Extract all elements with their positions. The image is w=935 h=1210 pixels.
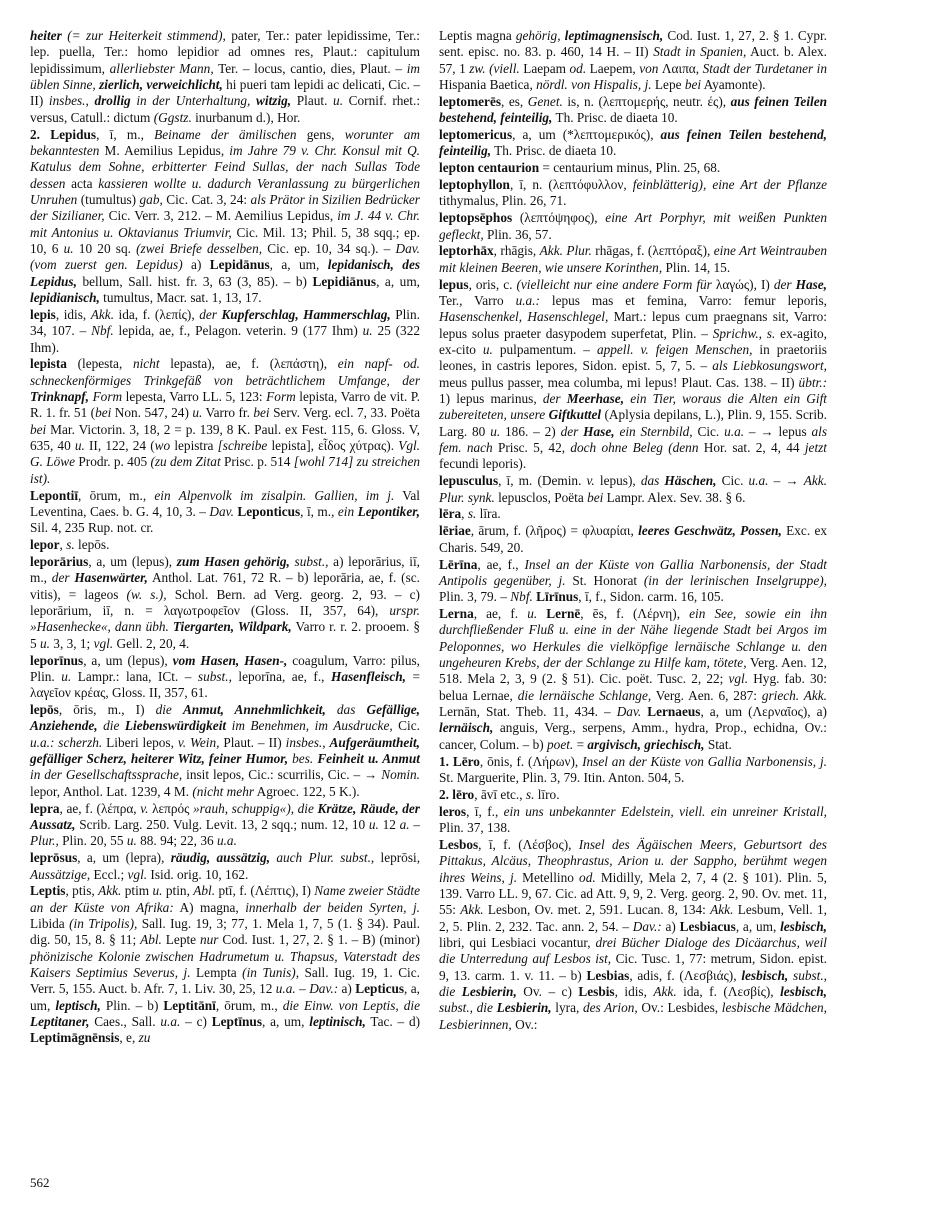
dictionary-entry: leporārius, a, um (lepus), zum Hasen gehörig, subst., a) leporārius, iī, m., der Hasenwärter, Anthol. Lat. 761, 72 R. – b) leporāria, ae, f. (sc. vitis), = lageos (w. s.), Schol. Bern. ad Verg. georg. 2, 93. – c) leporārium, iī, n. = λαγωτροφεῖον (Gloss. II, 357, 64), urspr. »Hasenhecke«, dann übh. Tiergarten, Wildpark, Varro r. r. 2. prooem. § 5 u. 3, 3, 1; vgl. Gell. 2, 20, 4.: [30, 554, 420, 651]
dictionary-entry: Lerna, ae, f. u. Lernē, ēs, f. (Λέρνη), ein See, sowie ein ihn durchfließender Fluß u. eine in der Nähe liegende Stadt bei Argos im Peloponnes, wo Herkules die vielköpfige lernäische Schlange u. den ungeheuren Krebs, der der Schlange zu Hilfe kam, tötete, Verg. Aen. 12, 518. Mela 2, 3, 9 (2. § 51). Cic. poët. Tusc. 2, 22; vgl. Hyg. fab. 30: belua Lernae, die lernäische Schlange, Verg. Aen. 6, 287: griech. Akk. Lernān, Stat. Theb. 11, 434. – Dav. Lernaeus, a, um (Λερναῖος), a) lernäisch, anguis, Verg., serpens, Amm., hydra, Prop., echidna, Ov.: cancer, Colum. – b) poet. = argivisch, griechisch, Stat.: [439, 606, 828, 752]
dictionary-entry: leprōsus, a, um (lepra), räudig, aussätzig, auch Plur. subst., leprōsi, Aussätzige, Eccl.; vgl. Isid. orig. 10, 162.: [30, 850, 421, 882]
dictionary-entry: lepra, ae, f. (λέπρα, v. λεπρός »rauh, schuppig«), die Krätze, Räude, der Aussatz, Scrib. Larg. 250. Vulg. Levit. 13, 2 sqq.; num. 12, 10 u. 12 a. – Plur., Plin. 20, 55 u. 88. 94; 22, 36 u.a.: [30, 800, 420, 849]
dictionary-entry: lepusculus, ī, m. (Demin. v. lepus), das Häschen, Cic. u.a. – → Akk. Plur. synk. lepusclos, Poëta bei Lampr. Alex. Sev. 38. § 6.: [439, 473, 828, 505]
dictionary-entry: Lesbos, ī, f. (Λέσβος), Insel des Ägäischen Meers, Geburtsort des Pittakus, Alcäus, Theophrastus, Arion u. der Sappho, berühmt wegen ihres Weins, j. Metellino od. Midilly, Mela 2, 7, 4 (2. § 101). Plin. 5, 139. Varro LL. 9, 67. Cic. ad Att. 9, 9, 2. Verg. georg. 2, 90. Ov. met. 11, 55: Akk. Lesbon, Ov. met. 2, 591. Lucan. 8, 134: Akk. Lesbum, Vell. 1, 2, 5. Plin. 2, 232. Tac. ann. 2, 54. – Dav.: a) Lesbiacus, a, um, lesbisch, libri, qui Lesbiaci vocantur, drei Bücher Dialoge des Dicäarchus, weil die Unterredung auf Lesbos ist, Cic. Tusc. 1, 77: metrum, Sidon. epist. 9, 13. carm. 1. v. 11. – b) Lesbias, adis, f. (Λεσβιάς), lesbisch, subst., die Lesbierin, Ov. – c) Lesbis, idis, Akk. ida, f. (Λεσβίς), lesbisch, subst., die Lesbierin, lyra, des Arion, Ov.: Lesbides, lesbische Mädchen, Lesbierinnen, Ov.:: [439, 836, 828, 1032]
dictionary-entry: heiter (= zur Heiterkeit stimmend), pater, Ter.: pater lepidissime, Ter.: lep. puella, Ter.: homo lepidior ad omnes res, Plaut.: capitulum lepidissimum, allerliebster Mann, Ter. – locus, cantio, dies, Plaut. – im üblen Sinne, zierlich, verweichlicht, hi pueri tam lepidi ac delicati, Cic. – II) insbes., drollig in der Unterhaltung, witzig, Plaut. u. Cornif. rhet.: versus, Catull.: dictum (Ggstz. inurbanum d.), Hor.: [30, 28, 421, 125]
right-column: [439, 28, 827, 1033]
dictionary-entry: lepor, s. lepōs.: [30, 537, 110, 553]
dictionary-entry: lepton centaurion = centaurium minus, Plin. 25, 68.: [439, 160, 721, 176]
dictionary-entry: lēra, s. līra.: [439, 506, 501, 522]
dictionary-entry: lēriae, ārum, f. (λῆρος) = φλυαρίαι, leeres Geschwätz, Possen, Exc. ex Charis. 549, 20.: [439, 523, 828, 555]
dictionary-entry: Leptis magna gehörig, leptimagnensisch, Cod. Iust. 1, 27, 2. § 1. Cypr. sent. episc. no. 83. p. 460, 14 H. – II) Stadt in Spanien, Auct. b. Alex. 57, 1 zw. (viell. Laepam od. Laepem, von Λαιπα, Stadt der Turdetaner in Hispania Baetica, nördl. von Hispalis, j. Lepe bei Ayamonte).: [439, 28, 828, 93]
dictionary-entry: lepis, idis, Akk. ida, f. (λεπίς), der Kupferschlag, Hammerschlag, Plin. 34, 107. – Nbf. lepida, ae, f., Pelagon. veterin. 9 (177 Ihm) u. 25 (322 Ihm).: [30, 306, 421, 355]
dictionary-entry: leporīnus, a, um (lepus), vom Hasen, Hasen-, coagulum, Varro: pilus, Plin. u. Lampr.: lana, ICt. – subst., leporīna, ae, f., Hasenfleisch, = λαγεῖον κρέας, Gloss. II, 357, 61.: [30, 652, 420, 701]
dictionary-entry: lepus, oris, c. (vielleicht nur eine andere Form für λαγώς), I) der Hase, Ter., Varro u.a.: lepus mas et femina, Varro: femur leporis, Hasenschenkel, Hasenschlegel, Mart.: lepus cum praegnans sit, Varro: lepus solus praeter dasypodem superfetat, Plin. – Sprichw., s. ex-agito, ex-cito u. pulpamentum. – appell. v. feigen Menschen, in praetoriis leones, in castris lepores, Sidon. epist. 5, 7, 5. – als Liebkosungswort, meus pullus passer, mea columba, mi lepus! Plaut. Cas. 138. – II) übtr.: 1) lepus marinus, der Meerhase, ein Tier, woraus die Alten ein Gift zubereiteten, unsere Giftkuttel (Aplysia depilans, L.), Plin. 9, 155. Scrib. Larg. 80 u. 186. – 2) der Hase, ein Sternbild, Cic. u.a. – → lepus als fem. nach Prisc. 5, 42, doch ohne Beleg (denn Hor. sat. 2, 4, 44 jetzt fecundi leporis).: [439, 276, 828, 472]
dictionary-page: [30, 28, 908, 1188]
dictionary-entry: leros, ī, f., ein uns unbekannter Edelstein, viell. ein unreiner Kristall, Plin. 37, 138.: [439, 803, 827, 835]
dictionary-entry: leptomerēs, es, Genet. is, n. (λεπτομερής, neutr. ές), aus feinen Teilen bestehend, feinteilig, Th. Prisc. de diaeta 10.: [439, 93, 827, 126]
dictionary-entry: leptomericus, a, um (*λεπτομερικός), aus feinen Teilen bestehend, feinteilig, Th. Prisc. de diaeta 10.: [439, 127, 827, 159]
dictionary-entry: Lepontiī, ōrum, m., ein Alpenvolk im zisalpin. Gallien, im j. Val Leventina, Caes. b. G. 4, 10, 3. – Dav. Leponticus, ī, m., ein Lepontiker, Sil. 4, 235 Rup. not. cr.: [30, 487, 421, 536]
dictionary-entry: lepōs, ōris, m., I) die Anmut, Annehmlichkeit, das Gefällige, Anziehende, die Liebenswürdigkeit im Benehmen, im Ausdrucke, Cic. u.a.: scherzh. Liberi lepos, v. Wein, Plaut. – II) insbes., Aufgeräumtheit, gefälliger Scherz, heiterer Witz, feiner Humor, bes. Feinheit u. Anmut in der Gesellschaftssprache, insit lepos, Cic.: scurrilis, Cic. – → Nomin. lepor, Anthol. Lat. 1239, 4 M. (nicht mehr Agroec. 122, 5 K.).: [30, 702, 421, 799]
dictionary-entry: 2. lēro, āvī etc., s. līro.: [439, 786, 560, 802]
left-column: [30, 28, 420, 1047]
dictionary-entry: Lērīna, ae, f., Insel an der Küste von Gallia Narbonensis, der Stadt Antipolis gegenüber, j. St. Honorat (in der lerinischen Inselgruppe), Plin. 3, 79. – Nbf. Līrīnus, ī, f., Sidon. carm. 16, 105.: [439, 556, 827, 605]
dictionary-entry: lepista (lepesta, nicht lepasta), ae, f. (λεπάστη), ein napf- od. schneckenförmiges Trinkgefäß von beträchtlichem Umfange, der Trinknapf, Form lepesta, Varro LL. 5, 123: Form lepista, Varro de vit. P. R. 1. fr. 51 (bei Non. 547, 24) u. Varro fr. bei Serv. Verg. ecl. 7, 33. Poëta bei Mar. Victorin. 3, 18, 2 = p. 139, 8 K. Paul. ex Fest. 115, 6. Gloss. V, 635, 40 u. II, 122, 24 (wo lepistra [schreibe lepista], εἶδος χύτρας). Vgl. G. Löwe Prodr. p. 405 (zu dem Zitat Prisc. p. 514 [wohl 714] zu streichen ist).: [30, 356, 421, 486]
dictionary-entry: leptopsēphos (λεπτόψηφος), eine Art Porphyr, mit weißen Punkten gefleckt, Plin. 36, 57.: [439, 210, 827, 242]
page-number: 562: [30, 1175, 50, 1190]
dictionary-entry: Leptis, ptis, Akk. ptim u. ptin, Abl. ptī, f. (Λέπτις), I) Name zweier Städte an der Küste von Afrika: A) magna, innerhalb der beiden Syrten, j. Libida (in Tripolis), Sall. Iug. 19, 3; 77, 1. Mela 1, 7, 5 (1. § 34). Paul. dig. 50, 15, 8. § 11; Abl. Lepte nur Cod. Iust. 1, 27, 2. § 1. – B) (minor) phönizische Kolonie zwischen Hadrumetum u. Thapsus, Vaterstadt des Kaisers Septimius Severus, j. Lempta (in Tunis), Sall. Iug. 19, 1. Cic. Verr. 5, 155. Auct. b. Afr. 7, 1. Liv. 30, 25, 12 u.a. – Dav.: a) Lepticus, a, um, leptisch, Plin. – b) Leptitānī, ōrum, m., die Einw. von Leptis, die Leptitaner, Caes., Sall. u.a. – c) Leptīnus, a, um, leptinisch, Tac. – d) Leptimāgnēnsis, e, zu: [30, 883, 421, 1046]
dictionary-entry: 2. Lepidus, ī, m., Beiname der ämilischen gens, worunter am bekanntesten M. Aemilius Lepidus, im Jahre 79 v. Chr. Konsul mit Q. Katulus dem Sohne, erbitterter Feind Sullas, der nach Sullas Tode dessen acta kassieren wollte u. dadurch Veranlassung zu bürgerlichen Unruhen (tumultus) gab, Cic. Cat. 3, 24: als Prätor in Sizilien Bedrücker der Sizilianer, Cic. Verr. 3, 212. – M. Aemilius Lepidus, im J. 44 v. Chr. mit Antonius u. Oktavianus Triumvir, Cic. Mil. 13; Phil. 5, 38 sqq.; ep. 10, 6 u. 10 20 sq. (zwei Briefe desselben, Cic. ep. 10, 34 sq.). – Dav. (vom zuerst gen. Lepidus) a) Lepidānus, a, um, lepidanisch, des Lepidus, bellum, Sall. hist. fr. 3, 63 (3, 85). – b) Lepidiānus, a, um, lepidianisch, tumultus, Macr. sat. 1, 13, 17.: [30, 126, 421, 305]
dictionary-entry: 1. Lēro, ōnis, f. (Λήρων), Insel an der Küste von Gallia Narbonensis, j. St. Marguerite, Plin. 3, 79. Itin. Anton. 504, 5.: [439, 753, 827, 785]
dictionary-entry: leptophyllon, ī, n. (λεπτόφυλλον, feinblätterig), eine Art der Pflanze tithymalus, Plin. 26, 71.: [439, 177, 827, 209]
dictionary-entry: leptorhāx, rhāgis, Akk. Plur. rhāgas, f. (λεπτόραξ), eine Art Weintrauben mit kleinen Beeren, wie unsere Korinthen, Plin. 14, 15.: [439, 243, 827, 275]
